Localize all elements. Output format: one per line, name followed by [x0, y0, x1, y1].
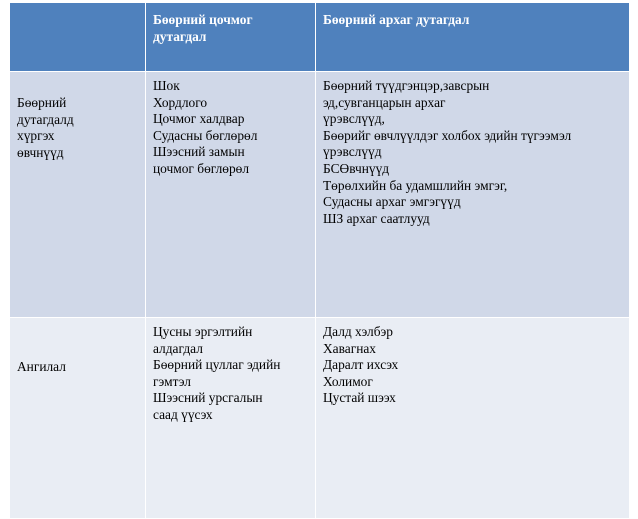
cell-acute-causes: Шок Хордлого Цочмог халдвар Судасны бөглөрөл Шээсний замын цочмог бөглөрөл	[146, 72, 316, 318]
kidney-failure-table	[9, 2, 630, 519]
cell-chronic-causes: Бөөрний түүдгэнцэр,завсрын эд,сувганцарын архаг үрэвслүүд, Бөөрийг өвчлүүлдэг холбох эдийн түгээмэл үрэвслүүд БСӨвчнүүд Төрөлхийн ба удамшлийн эмгэг, Судасны архаг эмгэгүүд ШЗ архаг саатлууд	[316, 72, 630, 318]
table-header-row	[10, 3, 630, 72]
cell-chronic-classification: Далд хэлбэр Хавагнах Даралт ихсэх Холимог Цустай шээх	[316, 318, 630, 519]
row-label-classification: Ангилал	[10, 318, 146, 519]
header-acute-failure: Бөөрний цочмог дутагдал	[146, 3, 316, 72]
header-chronic-failure: Бөөрний архаг дутагдал	[316, 3, 630, 72]
row-label-causes: Бөөрний дутагдалд хүргэх өвчнүүд	[10, 72, 146, 318]
table-row-classification	[10, 318, 630, 519]
table-row-causes	[10, 72, 630, 318]
header-empty-cell	[10, 3, 146, 72]
cell-acute-classification: Цусны эргэлтийн алдагдал Бөөрний цуллаг эдийн гэмтэл Шээсний урсгалын саад үүсэх	[146, 318, 316, 519]
